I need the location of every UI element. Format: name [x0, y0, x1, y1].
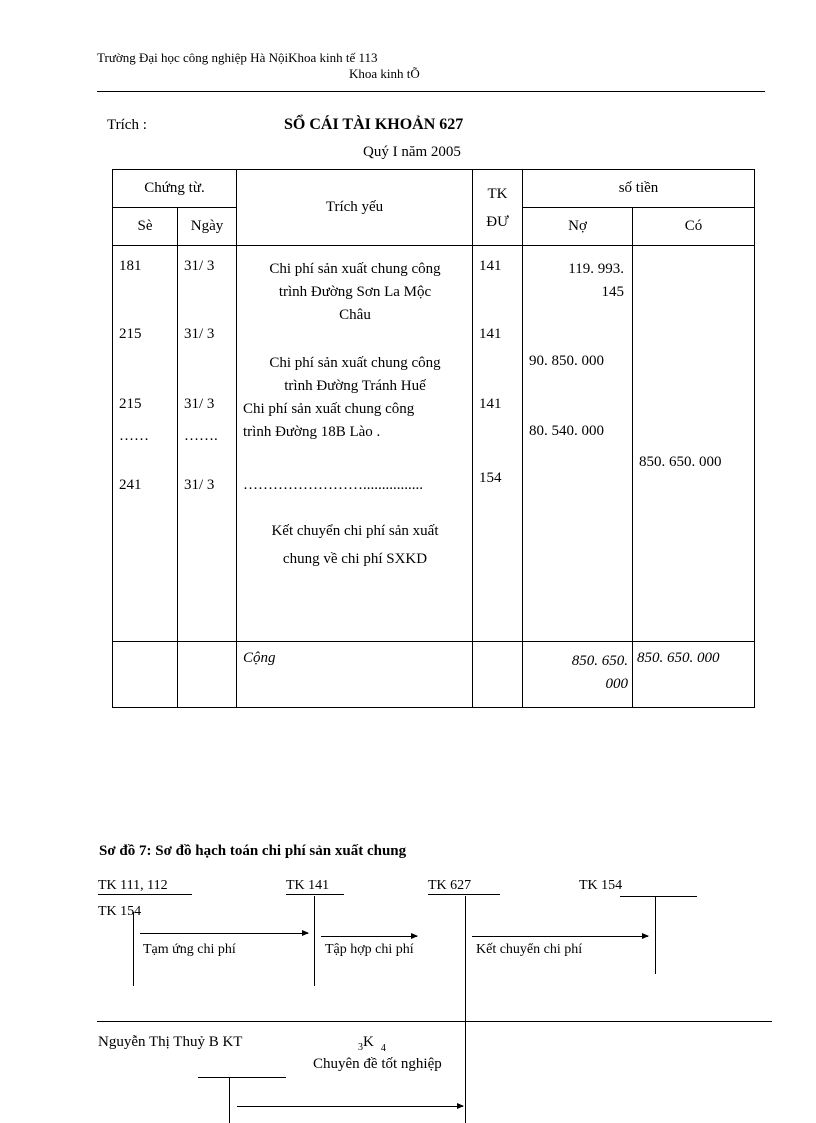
row4-ngay: ……. [184, 428, 218, 444]
ledger-title: SỔ CÁI TÀI KHOẢN 627 [284, 116, 464, 133]
footer-class [358, 1034, 386, 1054]
header-so-tien: số tiền [523, 170, 755, 208]
total-label: Cộng [237, 642, 473, 708]
ledger-table [112, 169, 755, 708]
tk-141-vertical [314, 896, 315, 986]
tk-111-vertical [133, 912, 134, 986]
row1-no-line1: 119. 993. [568, 261, 624, 277]
footer-doc-type: Chuyên đề tốt nghiệp [313, 1056, 442, 1072]
ledger-total-row [113, 642, 755, 708]
arrow-tap-hop [321, 936, 417, 937]
total-ngay [178, 642, 237, 708]
header-du: ĐƯ [486, 213, 509, 230]
row1-ngay: 31/ 3 [184, 258, 215, 274]
col-tk-du [473, 246, 523, 642]
col-no [523, 246, 633, 642]
row4-desc: ……………………................ [243, 477, 423, 493]
row3-desc-line1: Chi phí sản xuất chung công [243, 401, 415, 417]
total-no-line1: 850. 650. [571, 653, 628, 669]
total-tk [473, 642, 523, 708]
row2-desc-line2: trình Đường Tránh Huế [284, 378, 426, 394]
residual-vertical [229, 1077, 230, 1123]
row5-so: 241 [119, 477, 142, 493]
total-co: 850. 650. 000 [633, 642, 755, 708]
residual-underline [198, 1077, 286, 1078]
ledger-subtitle: Quý I năm 2005 [363, 144, 461, 160]
row3-desc-line2: trình Đường 18B Lào . [243, 424, 381, 440]
tk-627-vertical [465, 896, 466, 1123]
label-ket-chuyen: Kết chuyển chi phí [476, 942, 583, 957]
row2-so: 215 [119, 326, 142, 342]
header-school: Trường Đại học công nghiệp Hà NộiKhoa kinh tế 113 [97, 50, 378, 65]
account-tk-627: TK 627 [428, 878, 500, 895]
ledger-body-row [113, 246, 755, 642]
row2-tk: 141 [479, 326, 502, 342]
footer-author: Nguyễn Thị Thuỷ B KT [98, 1034, 243, 1050]
account-tk-141: TK 141 [286, 878, 344, 895]
header-trich-yeu: Trích yếu [237, 170, 473, 246]
header-ngay: Ngày [178, 208, 237, 246]
header-tk: TK [487, 185, 508, 202]
tk-154-vertical [655, 896, 656, 974]
account-tk-111-112: TK 111, 112 [98, 878, 192, 895]
row3-so: 215 [119, 396, 142, 412]
col-co [633, 246, 755, 642]
footer-divider [97, 1021, 772, 1022]
row2-ngay: 31/ 3 [184, 326, 215, 342]
row1-desc-line2: trình Đường Sơn La Mộc [278, 284, 432, 300]
label-tam-ung: Tạm ứng chi phí [143, 942, 236, 957]
row1-desc-line1: Chi phí sản xuất chung công [269, 261, 441, 277]
row5-desc-line2: chung về chi phí SXKD [282, 551, 428, 567]
tk-154-underline [620, 896, 697, 897]
row5-tk: 154 [479, 470, 502, 486]
trich-label: Trích : [107, 117, 147, 133]
row4-co: 850. 650. 000 [639, 454, 722, 470]
row3-ngay: 31/ 3 [184, 396, 215, 412]
header-chung-tu: Chứng từ. [113, 170, 237, 208]
arrow-ket-chuyen [472, 936, 648, 937]
row3-no: 80. 540. 000 [529, 423, 604, 439]
residual-arrow [237, 1106, 463, 1107]
footer-class-main: K [363, 1034, 374, 1050]
header-no: Nợ [523, 208, 633, 246]
label-tap-hop: Tập hợp chi phí [325, 942, 414, 957]
row1-desc-line3: Châu [339, 307, 371, 323]
arrow-tam-ung [140, 933, 308, 934]
header-co: Có [633, 208, 755, 246]
row5-desc-line1: Kết chuyển chi phí sản xuất [271, 523, 439, 539]
row2-desc [237, 352, 473, 398]
row5-ngay: 31/ 3 [184, 477, 215, 493]
sub-account-tk-154: TK 154 [98, 904, 142, 919]
col-so [113, 246, 178, 642]
row5-desc [237, 517, 473, 573]
header-so: Sè [113, 208, 178, 246]
total-no [523, 642, 633, 708]
row3-desc [243, 398, 414, 444]
row1-so: 181 [119, 258, 142, 274]
row2-no: 90. 850. 000 [529, 353, 604, 369]
header-tk-du [473, 170, 523, 246]
header-divider [97, 91, 765, 92]
footer-class-sub1: 3 [358, 1042, 363, 1053]
col-trich-yeu [237, 246, 473, 642]
row3-tk: 141 [479, 396, 502, 412]
row1-tk: 141 [479, 258, 502, 274]
row1-no-line2: 145 [601, 284, 624, 300]
account-tk-154: TK 154 [579, 878, 623, 893]
header-faculty: Khoa kinh tÕ [349, 66, 420, 81]
total-so [113, 642, 178, 708]
row4-so: …… [119, 428, 149, 444]
footer-class-sub2: 4 [380, 1043, 386, 1054]
col-ngay [178, 246, 237, 642]
row2-desc-line1: Chi phí sản xuất chung công [269, 355, 441, 371]
total-no-line2: 000 [605, 676, 628, 692]
row1-no [568, 258, 624, 304]
row1-desc [237, 258, 473, 327]
diagram-title: Sơ đồ 7: Sơ đồ hạch toán chi phí sản xuất chung [99, 843, 407, 859]
